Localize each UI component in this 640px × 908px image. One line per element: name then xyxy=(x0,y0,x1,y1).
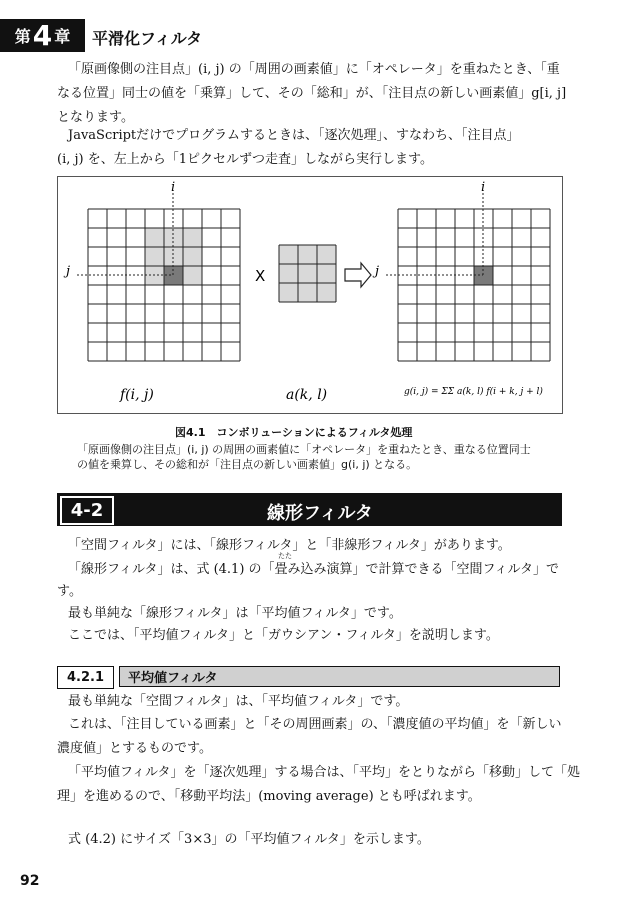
subsection-para-2: これは、「注目している画素」と「その周囲画素」の、「濃度値の平均値」を「新しい xyxy=(68,717,562,732)
intro-line-2: なる位置」同士の値を「乗算」して、その「総和」が、「注目点の新しい画素値」g[i, j] xyxy=(57,86,567,101)
section-para-3: す。 xyxy=(57,584,82,599)
subsection-para-3: 濃度値」とするものです。 xyxy=(57,741,212,756)
kernel-label: a(k, l) xyxy=(286,387,328,403)
section-para-5: ここでは、「平均値フィルタ」と「ガウシアン・フィルタ」を説明します。 xyxy=(68,628,499,643)
chapter-number: 4 xyxy=(32,18,53,52)
chapter-title: 平滑化フィルタ xyxy=(92,29,203,48)
figure-desc-line-2: の値を乗算し、その総和が「注目点の新しい画素値」g(i, j) となる。 xyxy=(77,458,418,471)
multiply-symbol: X xyxy=(255,267,266,285)
intro-line-5: (i, j) を、左上から「1ピクセルずつ走査」しながら実行します。 xyxy=(57,152,433,167)
section-title: 線形フィルタ xyxy=(267,503,373,524)
intro-line-1: 「原画像側の注目点」(i, j) の「周囲の画素値」に「オペレータ」を重ねたとき、「重 xyxy=(68,62,560,77)
figure-caption: 図4.1 コンボリューションによるフィルタ処理 xyxy=(175,426,413,439)
chapter-prefix: 第 xyxy=(14,27,31,46)
intro-line-3: となります。 xyxy=(57,110,134,125)
subsection-header xyxy=(57,666,562,689)
subsection-para-5: 理」を進めるので、「移動平均法」(moving average) とも呼ばれます。 xyxy=(57,789,481,804)
ruby-tatami: たた xyxy=(278,552,292,560)
result-arrow-icon xyxy=(345,263,371,287)
output-image-grid xyxy=(398,209,550,361)
label-i-left: i xyxy=(171,180,176,195)
label-j-right: j xyxy=(375,264,380,279)
section-para-2: 「線形フィルタ」は、式 (4.1) の「畳み込み演算」で計算できる「空間フィルタ」で xyxy=(68,562,559,577)
convolution-diagram xyxy=(58,177,562,413)
chapter-suffix: 章 xyxy=(54,27,71,46)
subsection-para-6: 式 (4.2) にサイズ「3×3」の「平均値フィルタ」を示します。 xyxy=(68,832,430,847)
section-number: 4-2 xyxy=(60,496,114,525)
convolution-figure xyxy=(57,176,563,414)
subsection-para-1: 最も単純な「空間フィルタ」は、「平均値フィルタ」です。 xyxy=(68,694,409,709)
subsection-para-4: 「平均値フィルタ」を「逐次処理」する場合は、「平均」をとりながら「移動」して「処 xyxy=(68,765,580,780)
kernel-grid xyxy=(279,245,336,302)
page-number: 92 xyxy=(20,873,40,889)
section-para-1: 「空間フィルタ」には、「線形フィルタ」と「非線形フィルタ」があります。 xyxy=(68,538,511,553)
subsection-number: 4.2.1 xyxy=(57,666,114,689)
input-label: f(i, j) xyxy=(120,387,154,403)
section-header xyxy=(57,493,562,526)
label-i-right: i xyxy=(481,180,486,195)
formula-label: g(i, j) = ΣΣ a(k, l) f(i + k, j + l) xyxy=(404,387,543,397)
chapter-tab xyxy=(0,19,85,52)
input-image-grid xyxy=(88,209,240,361)
figure-desc-line-1: 「原画像側の注目点」(i, j) の周囲の画素値に「オペレータ」を重ねたとき、重なる位置同士 xyxy=(77,443,531,456)
section-para-4: 最も単純な「線形フィルタ」は「平均値フィルタ」です。 xyxy=(68,606,402,621)
label-j-left: j xyxy=(66,264,71,279)
subsection-title: 平均値フィルタ xyxy=(119,666,560,687)
intro-line-4: JavaScriptだけでプログラムするときは、「逐次処理」、すなわち、「注目点」 xyxy=(68,128,520,143)
